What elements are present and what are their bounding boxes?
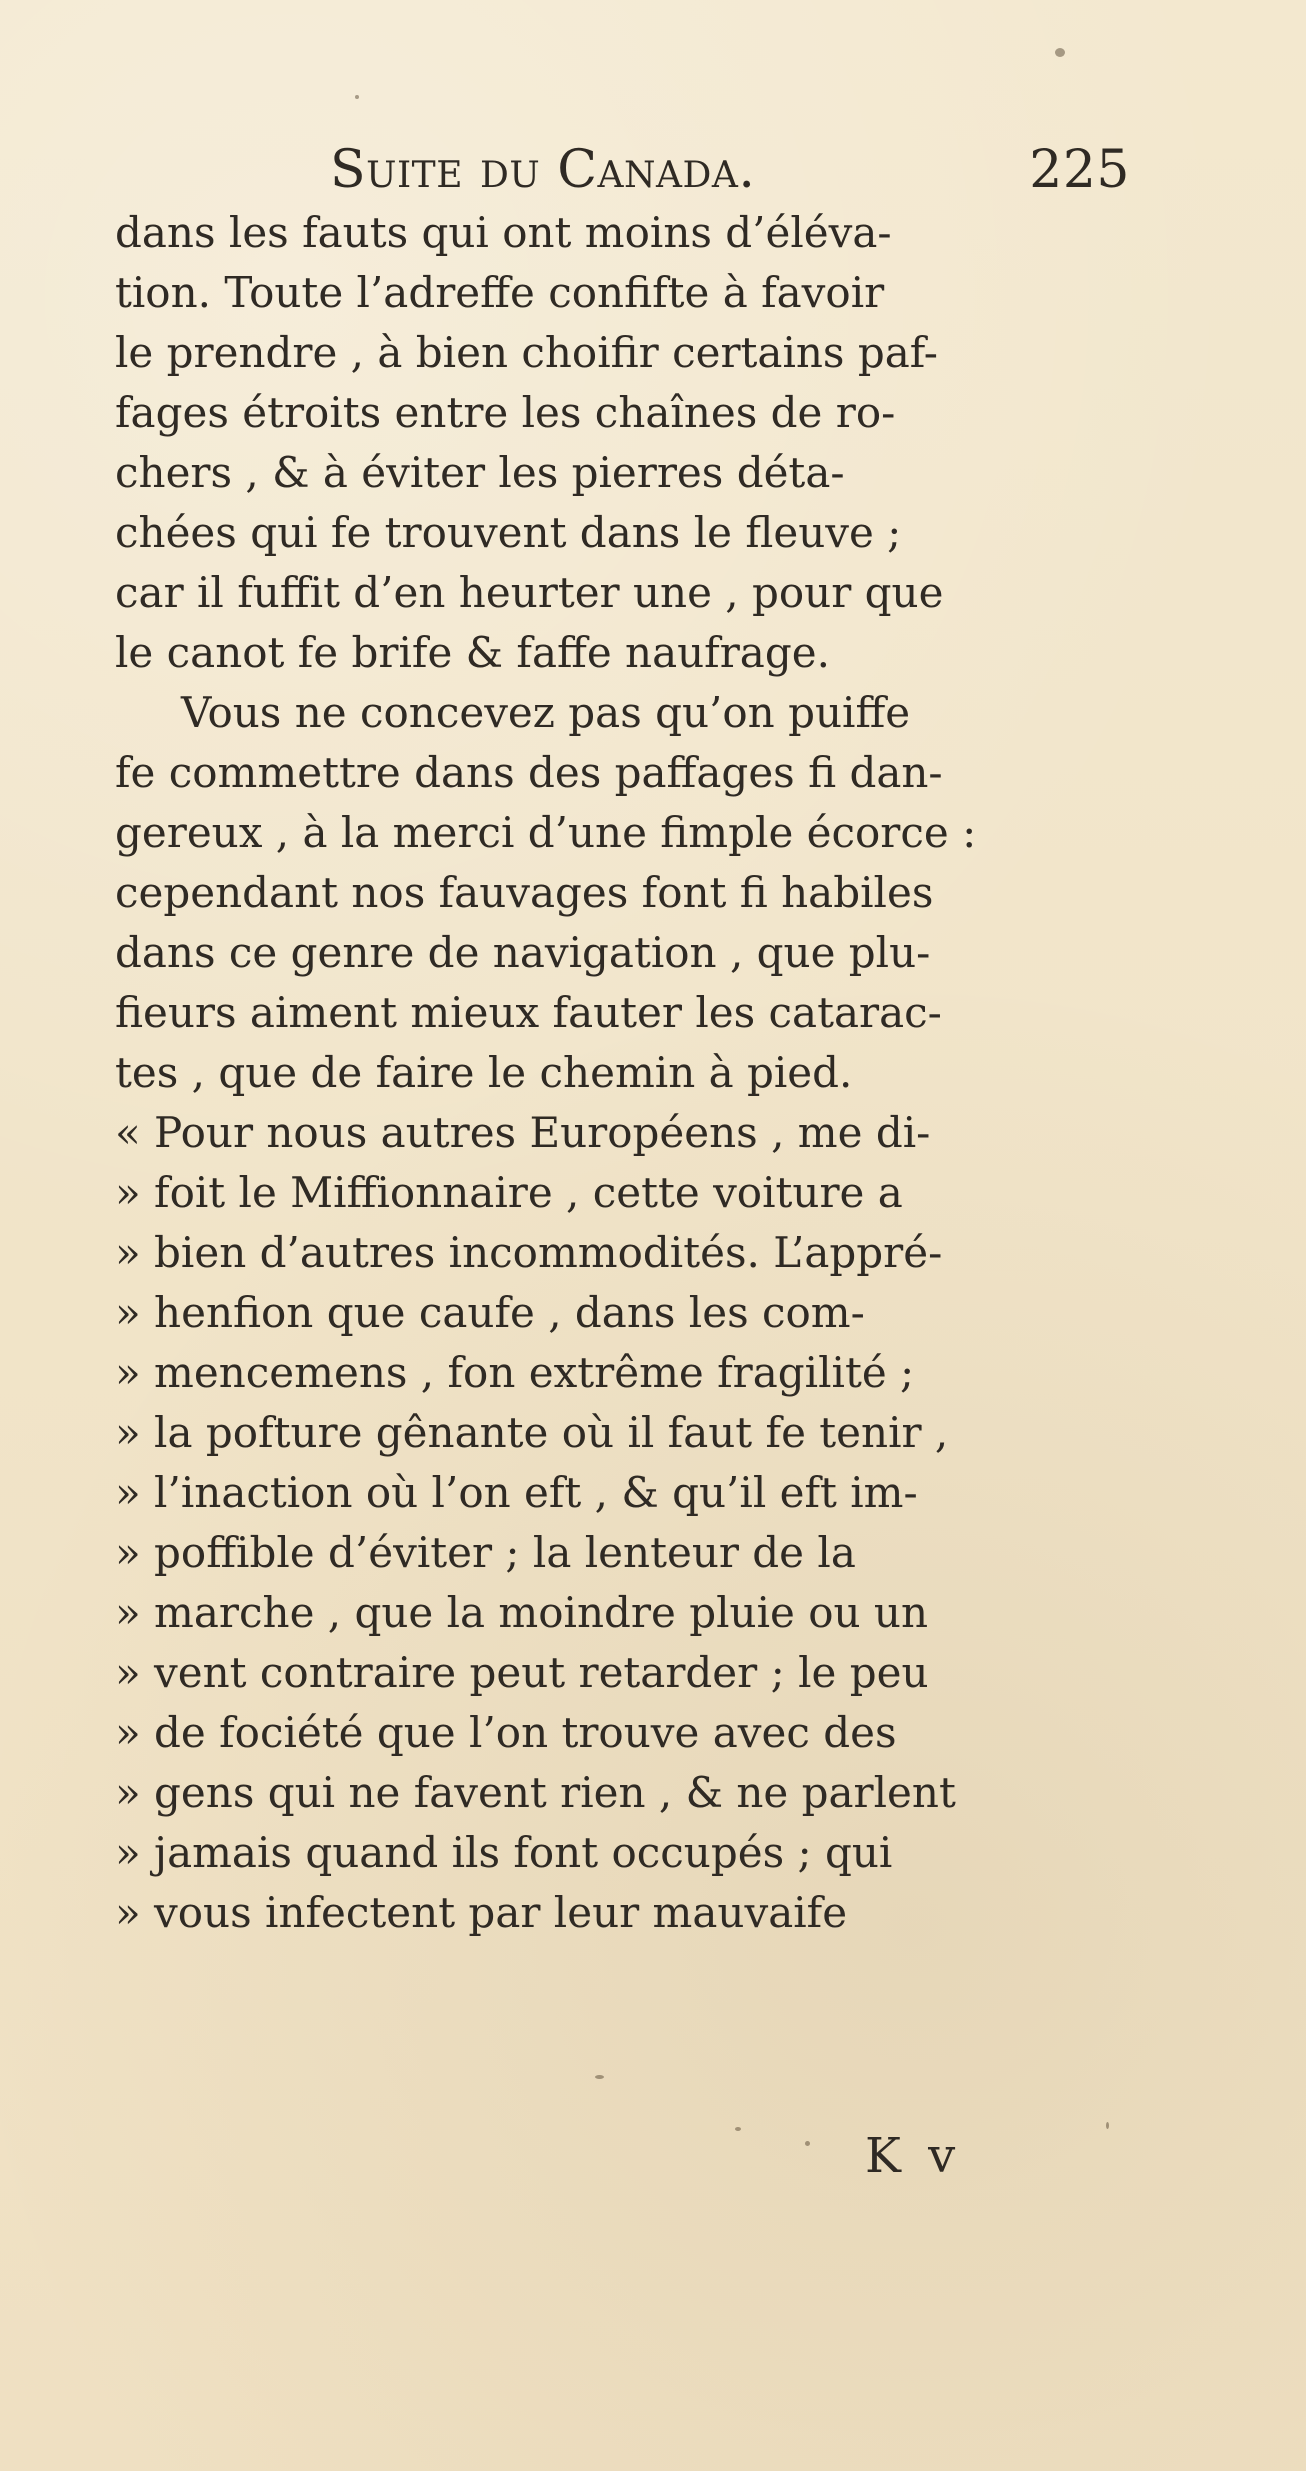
text-line: » gens qui ne favent rien , & ne parlent [115, 1768, 956, 1817]
text-line: » bien d’autres incommodités. L’appré- [115, 1228, 943, 1277]
text-line: Vous ne concevez pas qu’on puiffe [181, 688, 911, 737]
text-line: car il fuffit d’en heurter une , pour que [115, 568, 944, 617]
text-line: tion. Toute l’adreffe confifte à favoir [115, 268, 885, 317]
running-header [330, 140, 1130, 210]
text-line: » la pofture gênante où il faut fe tenir , [115, 1408, 949, 1457]
signature-mark: K v [865, 2128, 962, 2184]
text-line: » jamais quand ils font occupés ; qui [115, 1828, 893, 1877]
text-line: dans les fauts qui ont moins d’éléva- [115, 208, 892, 257]
paper-speck [355, 95, 359, 99]
paper-speck [595, 2075, 604, 2079]
paper-speck [735, 2127, 741, 2131]
text-line: » l’inaction où l’on eft , & qu’il eft im- [115, 1468, 918, 1517]
paper-speck [1106, 2122, 1109, 2129]
paper-speck [805, 2141, 810, 2146]
running-title: Suite du Canada. [330, 140, 756, 200]
body-text [115, 203, 1115, 1943]
text-line: » marche , que la moindre pluie ou un [115, 1588, 928, 1637]
text-line: chées qui fe trouvent dans le fleuve ; [115, 508, 902, 557]
text-line: dans ce genre de navigation , que plu- [115, 928, 931, 977]
text-line: le canot fe brife & faffe naufrage. [115, 628, 830, 677]
text-line: » poffible d’éviter ; la lenteur de la [115, 1528, 856, 1577]
text-line: cependant nos fauvages font fi habiles [115, 868, 934, 917]
text-line: gereux , à la merci d’une fimple écorce : [115, 808, 977, 857]
text-line: » de fociété que l’on trouve avec des [115, 1708, 897, 1757]
text-line: chers , & à éviter les pierres déta- [115, 448, 845, 497]
text-line: fieurs aiment mieux fauter les catarac- [115, 988, 942, 1037]
text-line: tes , que de faire le chemin à pied. [115, 1048, 853, 1097]
paper-speck [1055, 48, 1065, 57]
text-line: » vent contraire peut retarder ; le peu [115, 1648, 929, 1697]
text-line: le prendre , à bien choifir certains paf- [115, 328, 938, 377]
text-line: fages étroits entre les chaînes de ro- [115, 388, 896, 437]
text-line: » henfion que caufe , dans les com- [115, 1288, 865, 1337]
text-line: « Pour nous autres Européens , me di- [115, 1108, 931, 1157]
page-number: 225 [1029, 140, 1130, 200]
text-line: » foit le Miffionnaire , cette voiture a [115, 1168, 903, 1217]
text-line: » vous infectent par leur mauvaife [115, 1888, 848, 1937]
text-line: » mencemens , fon extrême fragilité ; [115, 1348, 915, 1397]
text-line: fe commettre dans des paffages fi dan- [115, 748, 943, 797]
